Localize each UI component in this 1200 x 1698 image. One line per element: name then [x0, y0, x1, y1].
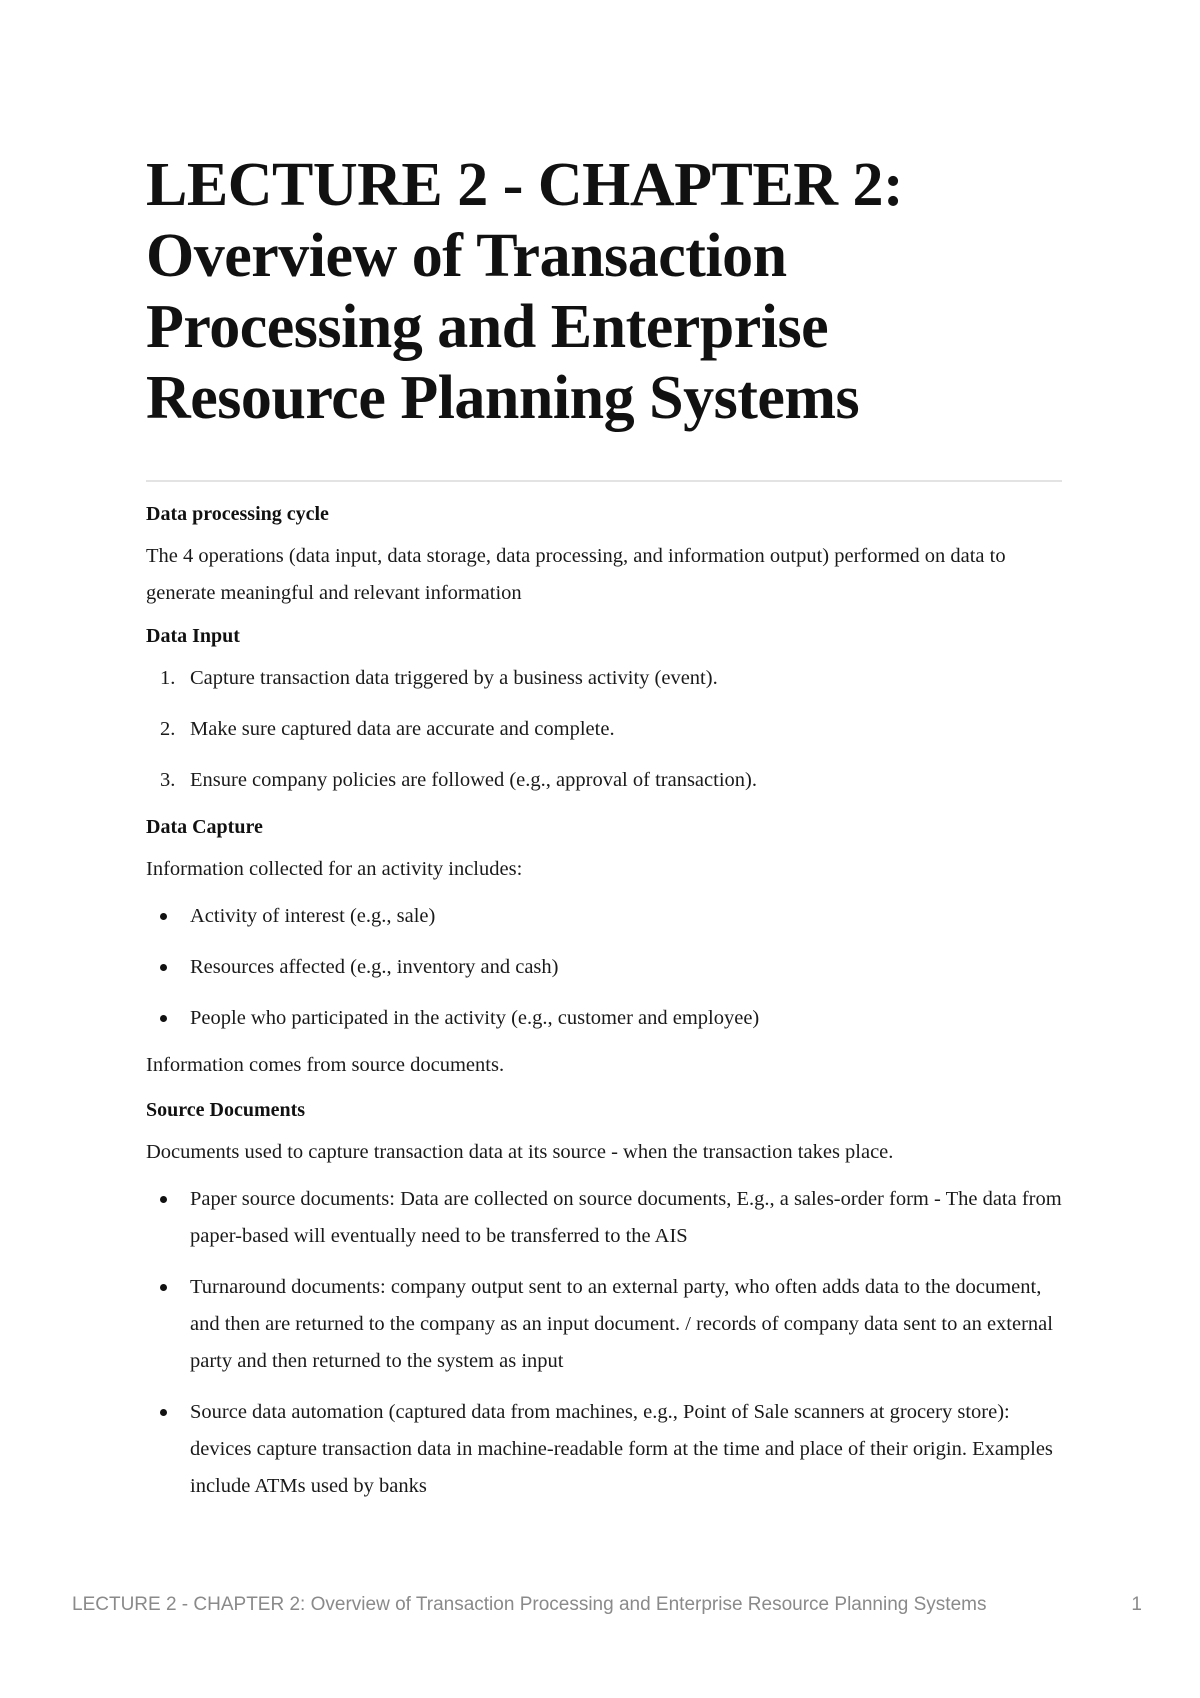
page-footer — [72, 1594, 1142, 1616]
list-item: Turnaround documents: company output sent to an external party, who often adds data to the document, and then are returned to the company as an input document. / records of company data sent to an external party and then returned to the system as input — [146, 1269, 1062, 1380]
bullet-icon — [160, 913, 167, 920]
bullet-icon — [160, 1409, 167, 1416]
section-heading-source-documents: Source Documents — [146, 1099, 306, 1121]
section-heading-data-input: Data Input — [146, 625, 240, 647]
list-item: People who participated in the activity (e.g., customer and employee) — [146, 1000, 1062, 1037]
footer-title: LECTURE 2 - CHAPTER 2: Overview of Transaction Processing and Enterprise Resource Planning Systems — [72, 1594, 987, 1615]
source-documents-intro: Documents used to capture transaction data at its source - when the transaction takes place. — [146, 1141, 894, 1163]
list-number: 2. — [160, 718, 176, 740]
data-processing-cycle-text: The 4 operations (data input, data storage, data processing, and information output) performed on data to generate meaningful and relevant information — [146, 545, 1006, 604]
source-documents-list — [146, 1181, 1062, 1505]
list-item: Source data automation (captured data from machines, e.g., Point of Sale scanners at grocery store): devices capture transaction data in machine-readable form at the time and place of their origin. Examples include ATMs used by banks — [146, 1394, 1062, 1505]
list-number: 3. — [160, 769, 176, 791]
page-number: 1 — [1131, 1594, 1142, 1615]
list-number: 1. — [160, 667, 176, 689]
list-item: 1. Capture transaction data triggered by a business activity (event). — [146, 660, 1062, 697]
document-page — [146, 150, 1062, 1505]
document-title: LECTURE 2 - CHAPTER 2: Overview of Transaction Processing and Enterprise Resource Planning Systems — [146, 151, 904, 432]
list-item: Resources affected (e.g., inventory and cash) — [146, 949, 1062, 986]
bullet-icon — [160, 1015, 167, 1022]
data-input-list — [146, 660, 1062, 799]
bullet-icon — [160, 964, 167, 971]
list-item: Paper source documents: Data are collected on source documents, E.g., a sales-order form - The data from paper-based will eventually need to be transferred to the AIS — [146, 1181, 1062, 1255]
bullet-icon — [160, 1284, 167, 1291]
title-divider — [146, 480, 1062, 482]
data-capture-intro: Information collected for an activity includes: — [146, 858, 523, 880]
section-heading-data-processing-cycle: Data processing cycle — [146, 503, 329, 525]
data-capture-outro: Information comes from source documents. — [146, 1054, 505, 1076]
data-capture-list — [146, 898, 1062, 1037]
bullet-icon — [160, 1196, 167, 1203]
section-heading-data-capture: Data Capture — [146, 816, 263, 838]
list-item: 3. Ensure company policies are followed (e.g., approval of transaction). — [146, 762, 1062, 799]
list-item: 2. Make sure captured data are accurate and complete. — [146, 711, 1062, 748]
list-item: Activity of interest (e.g., sale) — [146, 898, 1062, 935]
